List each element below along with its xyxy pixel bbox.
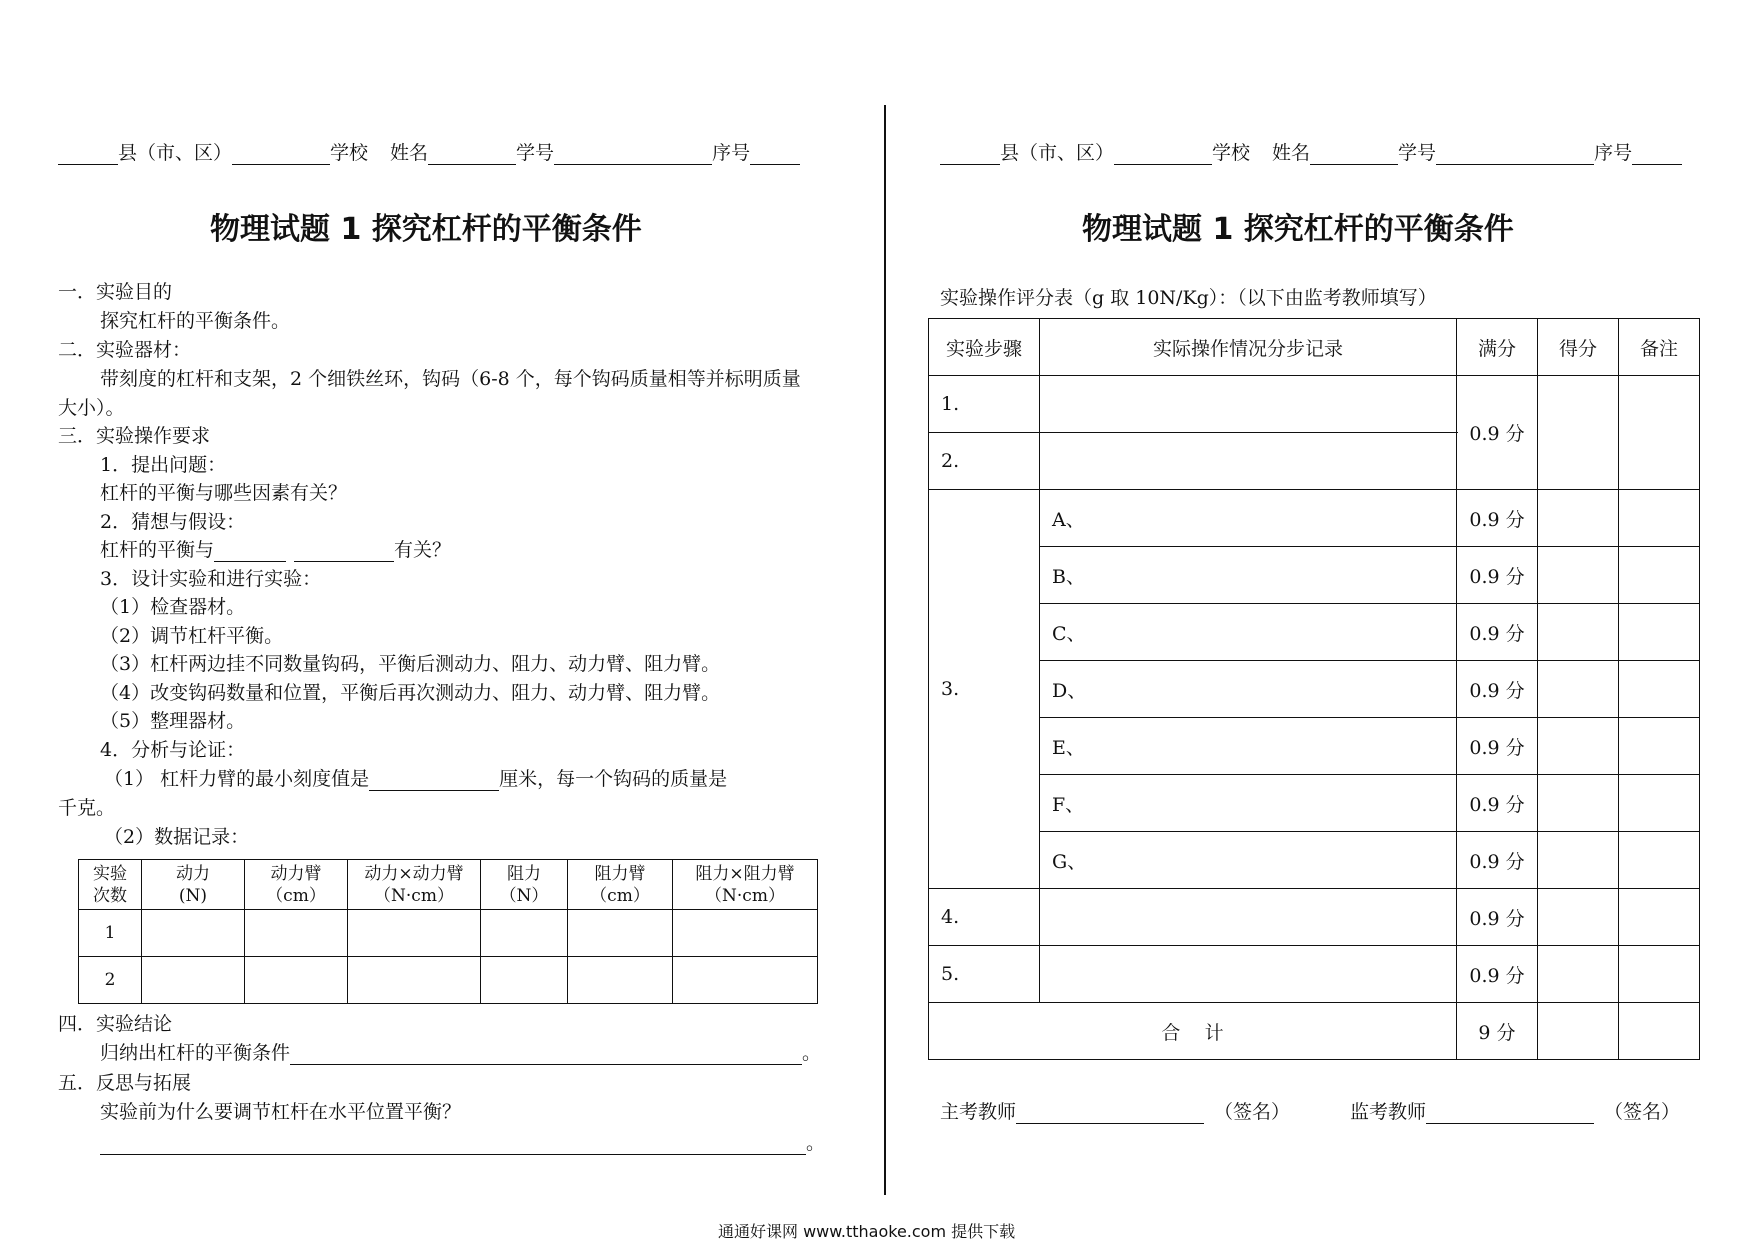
score-cell[interactable]: [1538, 946, 1619, 1003]
table-row: [79, 910, 818, 957]
score-cell[interactable]: [1538, 661, 1619, 718]
guess-blank-1[interactable]: [214, 541, 286, 562]
score-table-header-row: [929, 319, 1700, 376]
procedure-4: （4）改变钩码数量和位置，平衡后再次测动力、阻力、动力臂、阻力臂。: [100, 682, 721, 704]
data-cell[interactable]: [673, 957, 818, 1004]
table-row: [929, 661, 1700, 718]
remark-cell[interactable]: [1619, 718, 1700, 775]
section-4-heading: 四．实验结论: [58, 1013, 173, 1035]
full-score: 0.9 分: [1457, 946, 1538, 1003]
student-no-blank[interactable]: [554, 144, 712, 165]
chief-examiner-signature: [940, 1097, 1290, 1124]
guess-suffix: 有关？: [394, 539, 452, 561]
school-label: 学校: [330, 142, 369, 164]
section-1-heading: 一．实验目的: [58, 281, 173, 303]
data-cell[interactable]: [481, 910, 568, 957]
remark-cell[interactable]: [1619, 832, 1700, 889]
reflection-blank[interactable]: [100, 1134, 806, 1155]
total-remark-cell[interactable]: [1619, 1003, 1700, 1060]
data-cell[interactable]: [568, 957, 673, 1004]
sub-step-label[interactable]: B、: [1040, 547, 1457, 604]
remark-cell[interactable]: [1619, 490, 1700, 547]
student-no-label: 学号: [516, 142, 555, 164]
conclusion-line: [100, 1038, 821, 1065]
sub-step-label[interactable]: C、: [1040, 604, 1457, 661]
name-blank[interactable]: [428, 144, 516, 165]
procedure-2: （2）调节杠杆平衡。: [100, 625, 284, 647]
county-label: 县（市、区）: [118, 142, 233, 164]
remark-cell[interactable]: [1619, 547, 1700, 604]
sub-step-label[interactable]: E、: [1040, 718, 1457, 775]
data-cell[interactable]: [142, 910, 245, 957]
school-blank[interactable]: [1114, 144, 1212, 165]
student-no-blank[interactable]: [1436, 144, 1594, 165]
sub-step-label[interactable]: G、: [1040, 832, 1457, 889]
data-cell[interactable]: [481, 957, 568, 1004]
step-label: 4.: [929, 889, 1040, 946]
step-3-heading: 3．设计实验和进行实验：: [100, 568, 322, 590]
reflection-question: 实验前为什么要调节杠杆在水平位置平衡？: [100, 1101, 462, 1123]
seat-no-blank[interactable]: [1632, 144, 1682, 165]
data-cell[interactable]: [245, 910, 348, 957]
table-row: [929, 718, 1700, 775]
full-score: 0.9 分: [1457, 376, 1538, 490]
procedure-3: （3）杠杆两边挂不同数量钩码，平衡后测动力、阻力、动力臂、阻力臂。: [100, 653, 721, 675]
section-2-heading: 二．实验器材：: [58, 339, 192, 361]
score-cell[interactable]: [1538, 604, 1619, 661]
table-row: [929, 775, 1700, 832]
seat-no-label: 序号: [1594, 142, 1633, 164]
sub-step-label[interactable]: D、: [1040, 661, 1457, 718]
student-no-label: 学号: [1398, 142, 1437, 164]
section-1-text: 探究杠杆的平衡条件。: [100, 310, 291, 332]
remark-cell[interactable]: [1619, 946, 1700, 1003]
total-row: [929, 1003, 1700, 1060]
step-label: 2.: [929, 433, 1040, 490]
footer-credit: 通通好课网 www.tthaoke.com 提供下载: [718, 1222, 1016, 1241]
invigilator-sign-label: （签名）: [1604, 1101, 1681, 1123]
step-label: 5.: [929, 946, 1040, 1003]
table-row: [929, 889, 1700, 946]
record-cell[interactable]: [1040, 889, 1457, 946]
analysis-1: [104, 764, 727, 791]
conclusion-period: 。: [802, 1042, 822, 1064]
county-label: 县（市、区）: [1000, 142, 1115, 164]
col-effort-arm: 动力臂 （cm）: [245, 860, 348, 910]
data-record-table: [78, 859, 818, 1004]
total-label: 合 计: [929, 1003, 1457, 1060]
county-blank[interactable]: [940, 144, 1000, 165]
full-score: 0.9 分: [1457, 661, 1538, 718]
left-page-title: 物理试题 1 探究杠杆的平衡条件: [210, 212, 642, 247]
reflection-answer-line: [100, 1128, 825, 1155]
page-divider: [884, 105, 886, 1195]
total-earned-cell[interactable]: [1538, 1003, 1619, 1060]
score-cell[interactable]: [1538, 775, 1619, 832]
section-5-heading: 五．反思与拓展: [58, 1072, 192, 1094]
seat-no-blank[interactable]: [750, 144, 800, 165]
name-blank[interactable]: [1310, 144, 1398, 165]
remark-cell[interactable]: [1619, 376, 1700, 490]
step-2-heading: 2．猜想与假设：: [100, 511, 246, 533]
remark-cell[interactable]: [1619, 889, 1700, 946]
data-cell[interactable]: [673, 910, 818, 957]
data-cell[interactable]: [142, 957, 245, 1004]
score-table: [928, 318, 1700, 1060]
col-remark: 备注: [1619, 319, 1700, 376]
seat-no-label: 序号: [712, 142, 751, 164]
trial-number: 1: [79, 910, 142, 957]
section-3-heading: 三．实验操作要求: [58, 425, 211, 447]
step-label: 3.: [929, 490, 1040, 889]
record-cell[interactable]: [1040, 433, 1457, 490]
table-row: [929, 832, 1700, 889]
right-page-title: 物理试题 1 探究杠杆的平衡条件: [1082, 212, 1514, 247]
guess-prefix: 杠杆的平衡与: [100, 539, 215, 561]
analysis-2: （2）数据记录：: [104, 826, 250, 848]
col-record: 实际操作情况分步记录: [1040, 319, 1457, 376]
county-blank[interactable]: [58, 144, 118, 165]
full-score: 0.9 分: [1457, 832, 1538, 889]
step-1-heading: 1．提出问题：: [100, 454, 227, 476]
table-row: [929, 547, 1700, 604]
reflection-period: 。: [806, 1132, 826, 1154]
col-load: 阻力 （N）: [481, 860, 568, 910]
record-cell[interactable]: [1040, 376, 1457, 433]
record-cell[interactable]: [1040, 946, 1457, 1003]
full-score: 0.9 分: [1457, 889, 1538, 946]
table-row: [929, 604, 1700, 661]
table-row: [929, 376, 1700, 433]
col-effort: 动力 (N): [142, 860, 245, 910]
full-score: 0.9 分: [1457, 490, 1538, 547]
step-label: 1.: [929, 376, 1040, 433]
table-row: [79, 957, 818, 1004]
total-score: 9 分: [1457, 1003, 1538, 1060]
chief-sign-label: （签名）: [1214, 1101, 1291, 1123]
full-score: 0.9 分: [1457, 718, 1538, 775]
section-2-text: 带刻度的杠杆和支架，2 个细铁丝环，钩码（6-8 个，每个钩码质量相等并标明质量: [100, 368, 801, 390]
col-earned-score: 得分: [1538, 319, 1619, 376]
data-table-header-row: [79, 860, 818, 910]
step-2-guess: [100, 535, 451, 562]
data-cell[interactable]: [348, 957, 481, 1004]
analysis-1-cont: 千克。: [58, 797, 116, 819]
name-label: 姓名: [390, 142, 429, 164]
full-score: 0.9 分: [1457, 604, 1538, 661]
table-row: [929, 490, 1700, 547]
remark-cell[interactable]: [1619, 604, 1700, 661]
scale-blank[interactable]: [369, 770, 499, 791]
procedure-5: （5）整理器材。: [100, 710, 246, 732]
full-score: 0.9 分: [1457, 547, 1538, 604]
school-blank[interactable]: [232, 144, 330, 165]
chief-examiner-blank[interactable]: [1016, 1103, 1204, 1124]
right-header-fields: [940, 138, 1682, 165]
score-cell[interactable]: [1538, 718, 1619, 775]
full-score: 0.9 分: [1457, 775, 1538, 832]
remark-cell[interactable]: [1619, 661, 1700, 718]
col-load-product: 阻力×阻力臂 （N·cm）: [673, 860, 818, 910]
chief-examiner-label: 主考教师: [940, 1101, 1017, 1123]
data-cell[interactable]: [348, 910, 481, 957]
score-table-caption: 实验操作评分表（g 取 10N/Kg）：（以下由监考教师填写）: [940, 287, 1437, 309]
score-cell[interactable]: [1538, 490, 1619, 547]
school-label: 学校: [1212, 142, 1251, 164]
invigilator-label: 监考教师: [1350, 1101, 1427, 1123]
score-cell[interactable]: [1538, 376, 1619, 490]
step-1-question: 杠杆的平衡与哪些因素有关？: [100, 482, 348, 504]
sub-step-label[interactable]: A、: [1040, 490, 1457, 547]
conclusion-prefix: 归纳出杠杆的平衡条件: [100, 1042, 291, 1064]
data-cell[interactable]: [245, 957, 348, 1004]
analysis-prefix: （1） 杠杆力臂的最小刻度值是: [104, 768, 370, 790]
col-step: 实验步骤: [929, 319, 1040, 376]
section-2-text-cont: 大小）。: [58, 397, 125, 419]
trial-number: 2: [79, 957, 142, 1004]
data-cell[interactable]: [568, 910, 673, 957]
col-effort-product: 动力×动力臂 （N·cm）: [348, 860, 481, 910]
col-full-score: 满分: [1457, 319, 1538, 376]
name-label: 姓名: [1272, 142, 1311, 164]
score-cell[interactable]: [1538, 889, 1619, 946]
left-header-fields: [58, 138, 800, 165]
score-cell[interactable]: [1538, 832, 1619, 889]
table-row: [929, 946, 1700, 1003]
invigilator-blank[interactable]: [1426, 1103, 1594, 1124]
invigilator-signature: [1350, 1097, 1680, 1124]
step-4-heading: 4．分析与论证：: [100, 739, 246, 761]
analysis-suffix: 厘米，每一个钩码的质量是: [499, 768, 728, 790]
conclusion-blank[interactable]: [290, 1044, 802, 1065]
procedure-1: （1）检查器材。: [100, 596, 246, 618]
col-load-arm: 阻力臂 （cm）: [568, 860, 673, 910]
col-trial: 实验 次数: [79, 860, 142, 910]
score-cell[interactable]: [1538, 547, 1619, 604]
guess-blank-2[interactable]: [294, 541, 394, 562]
sub-step-label[interactable]: F、: [1040, 775, 1457, 832]
remark-cell[interactable]: [1619, 775, 1700, 832]
